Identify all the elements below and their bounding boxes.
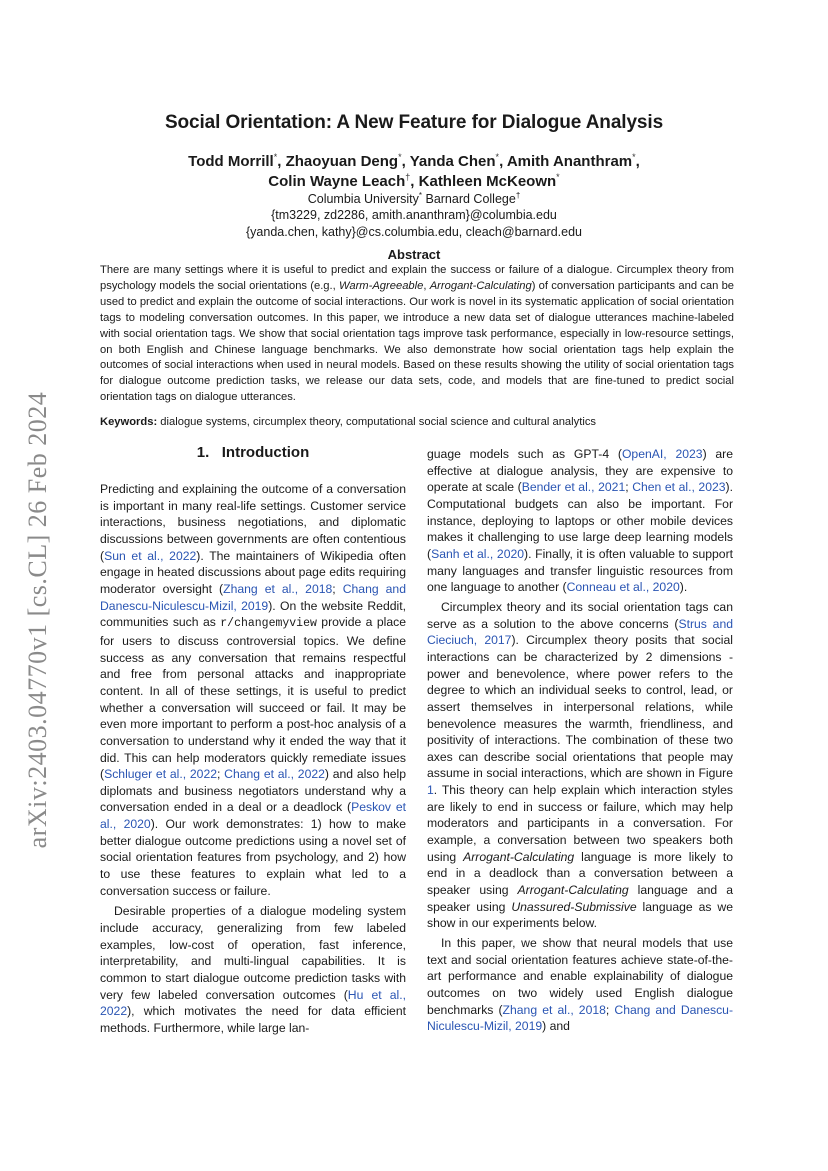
affiliation-columbia: Columbia University bbox=[307, 192, 419, 207]
inline-code: r/changemyview bbox=[220, 617, 317, 631]
paper-title: Social Orientation: A New Feature for Dialogue Analysis bbox=[164, 112, 664, 133]
section-heading bbox=[100, 444, 406, 461]
emphasis: Arrogant-Calculating bbox=[429, 279, 532, 292]
left-column bbox=[100, 481, 406, 1037]
author-name: Zhaoyuan Deng bbox=[285, 153, 399, 170]
citation-link[interactable]: Sanh et al., 2020 bbox=[431, 546, 525, 561]
keywords-label: Keywords: bbox=[100, 416, 158, 428]
citation-link[interactable]: OpenAI, 2023 bbox=[621, 447, 703, 461]
citation-link[interactable]: Chang et al., 2022 bbox=[224, 767, 325, 782]
paragraph: In this paper, we show that neural models that use text and social orientation features achieve state-of-the-art performance and enable explainability of dialogue outcomes on two widely used English dialogue benchmarks (Zhang et al., 2018; Chang and Danescu-Niculescu-Mizil, 2019) and bbox=[427, 936, 734, 1034]
right-column bbox=[427, 446, 733, 1035]
emphasis: Arrogant-Calculating bbox=[463, 849, 575, 864]
author-name: Todd Morrill bbox=[188, 153, 274, 170]
author-mark: * bbox=[495, 152, 500, 162]
citation-link[interactable]: Hu et al., 2022 bbox=[100, 987, 406, 1019]
citation-link[interactable]: Peskov et al., 2020 bbox=[100, 800, 406, 832]
citation-link[interactable]: Strus and Cieciuch, 2017 bbox=[427, 616, 734, 648]
section-number: 1. bbox=[196, 444, 210, 461]
author-mark: * bbox=[398, 152, 402, 162]
citation-link[interactable]: Zhang et al., 2018 bbox=[223, 581, 333, 596]
affiliation-mark: * bbox=[418, 191, 422, 200]
citation-link[interactable]: Schluger et al., 2022 bbox=[104, 767, 217, 782]
paragraph: Predicting and explaining the outcome of a conversation is important in many real-life settings. Customer service interactions, business negotiations, and diplomatic discussions between governments are often contentious (Sun et al., 2022). The maintainers of Wikipedia often engage in heated discussions about page edits requiring moderator oversight (Zhang et al., 2018; Chang and Danescu-Niculescu-Mizil, 2019). On the website Reddit, communities such as r/changemyview provide a place for users to discuss controversial topics. We define success as any conversation that remains respectful and free from personal attacks and inappropriate content. In all of these settings, it is useful to predict whether a conversation will succeed or fail. It may be even more important to perform a post-hoc analysis of a conversation to understand why it ended the way that it did. This can help moderators quickly remediate issues (Schluger et al., 2022; Chang et al., 2022) and also help diplomats and business negotiators understand why a conversation ended in a deal or a deadlock (Peskov et al., 2020). Our work demonstrates: 1) how to make better dialogue outcome predictions using a novel set of social orientation features from psychology, and 2) how to use these features to explain what led to a conversation success or failure. bbox=[100, 482, 407, 898]
author-name: Amith Ananthram bbox=[506, 153, 633, 170]
paragraph: guage models such as GPT-4 (OpenAI, 2023) are effective at dialogue analysis, they are expensive to operate at scale (Bender et al., 2021; Chen et al., 2023). Computational budgets can also be important. For instance, deploying to laptops or other mobile devices makes it challenging to use large deep learning models (Sanh et al., 2020). Finally, it is often valuable to support many languages and transfer linguistic resources from one language to another (Conneau et al., 2020). bbox=[427, 447, 734, 595]
author-line-2: Colin Wayne Leach†, Kathleen McKeown* bbox=[268, 172, 560, 190]
keywords bbox=[100, 416, 734, 428]
citation-link[interactable]: Chen et al., 2023 bbox=[632, 480, 726, 495]
citation-link[interactable]: Chang and Danescu-Niculescu-Mizil, 2019 bbox=[427, 1002, 734, 1034]
abstract-body: There are many settings where it is useful to predict and explain the success or failure of a dialogue. Circumplex theory from psychology models the social orientations (e.g., Warm-Agreeable, Arrogant-Calculating) of conversation participants and can be used to predict and explain the outcome of social interactions. Our work is novel in its systematic application of social orientation tags to modeling conversation outcomes. In this paper, we introduce a new data set of dialogue utterances machine-labeled with social orientation tags. We show that social orientation tags improve task performance, especially in low-resource settings, on both English and Chinese language benchmarks. We also demonstrate how social orientation tags help explain the outcomes of social interactions when used in neural models. Based on these results showing the utility of social orientation tags for dialogue outcome prediction tasks, we release our data sets, code, and models that are fine-tuned to predict social orientation tags on dialogue utterances. bbox=[100, 264, 735, 404]
citation-link[interactable]: Conneau et al., 2020 bbox=[566, 580, 680, 595]
paragraph: Circumplex theory and its social orientation tags can serve as a solution to the above concerns (Strus and Cieciuch, 2017). Circumplex theory posits that social interactions can be characterized by 2 dimensions - power and benevolence, where power refers to the degree to which an individual seeks to control, lead, or assert themselves in interpersonal relations, while benevolence measures the warmth, friendliness, and positivity of interactions. The combination of these two axes can describe social orientations that people may assume in social interactions, which are shown in Figure 1. This theory can help explain which interaction styles are likely to end in success or failure, which may help moderators and participants in a conversation. For example, a conversation between two speakers both using Arrogant-Calculating language is more likely to end in a deadlock than a conversation between a speaker using Arrogant-Calculating language and a speaker using Unassured-Submissive language as we show in our experiments below. bbox=[427, 599, 734, 931]
paragraph: Desirable properties of a dialogue modeling system include accuracy, generalizing from few labeled examples, low-cost of operation, fast inference, interpretability, and multi-lingual capabilities. It is common to start dialogue outcome prediction tasks with very few labeled conversation outcomes (Hu et al., 2022), which motivates the need for data efficient methods. Furthermore, while large lan- bbox=[100, 904, 406, 1035]
arxiv-stamp bbox=[18, 365, 58, 875]
citation-link[interactable]: Chang and Danescu-Niculescu-Mizil, 2019 bbox=[100, 581, 406, 613]
author-mark: * bbox=[273, 152, 278, 162]
email-line-1: {tm3229, zd2286, amith.ananthram}@columbia.edu bbox=[271, 208, 557, 222]
citation-link[interactable]: Zhang et al., 2018 bbox=[502, 1002, 606, 1017]
emphasis: Arrogant-Calculating bbox=[517, 883, 629, 898]
author-mark: * bbox=[632, 152, 636, 162]
author-name: Colin Wayne Leach bbox=[268, 173, 406, 190]
author-name: Yanda Chen bbox=[409, 153, 496, 170]
author-mark: * bbox=[556, 172, 560, 182]
figure-link[interactable]: 1 bbox=[427, 783, 434, 798]
keywords-text: dialogue systems, circumplex theory, computational social science and cultural analytics bbox=[157, 416, 597, 428]
author-line-1: Todd Morrill*, Zhaoyuan Deng*, Yanda Chen*, Amith Ananthram*, bbox=[188, 152, 640, 170]
affiliation-line bbox=[0, 191, 828, 206]
citation-link[interactable]: Bender et al., 2021 bbox=[521, 480, 626, 495]
email-line-2: {yanda.chen, kathy}@cs.columbia.edu, cleach@barnard.edu bbox=[245, 225, 582, 239]
author-name: Kathleen McKeown bbox=[418, 173, 557, 190]
affiliation-barnard: Barnard College bbox=[425, 192, 516, 207]
citation-link[interactable]: Sun et al., 2022 bbox=[104, 548, 197, 563]
section-title: Introduction bbox=[221, 444, 310, 461]
abstract-heading: Abstract bbox=[387, 247, 441, 262]
emphasis: Warm-Agreeable bbox=[339, 279, 424, 292]
author-mark: † bbox=[405, 172, 411, 182]
affiliation-mark: † bbox=[515, 191, 521, 200]
emphasis: Unassured-Submissive bbox=[511, 899, 637, 914]
arxiv-stamp-text: arXiv:2403.04770v1 [cs.CL] 26 Feb 2024 bbox=[23, 391, 52, 849]
